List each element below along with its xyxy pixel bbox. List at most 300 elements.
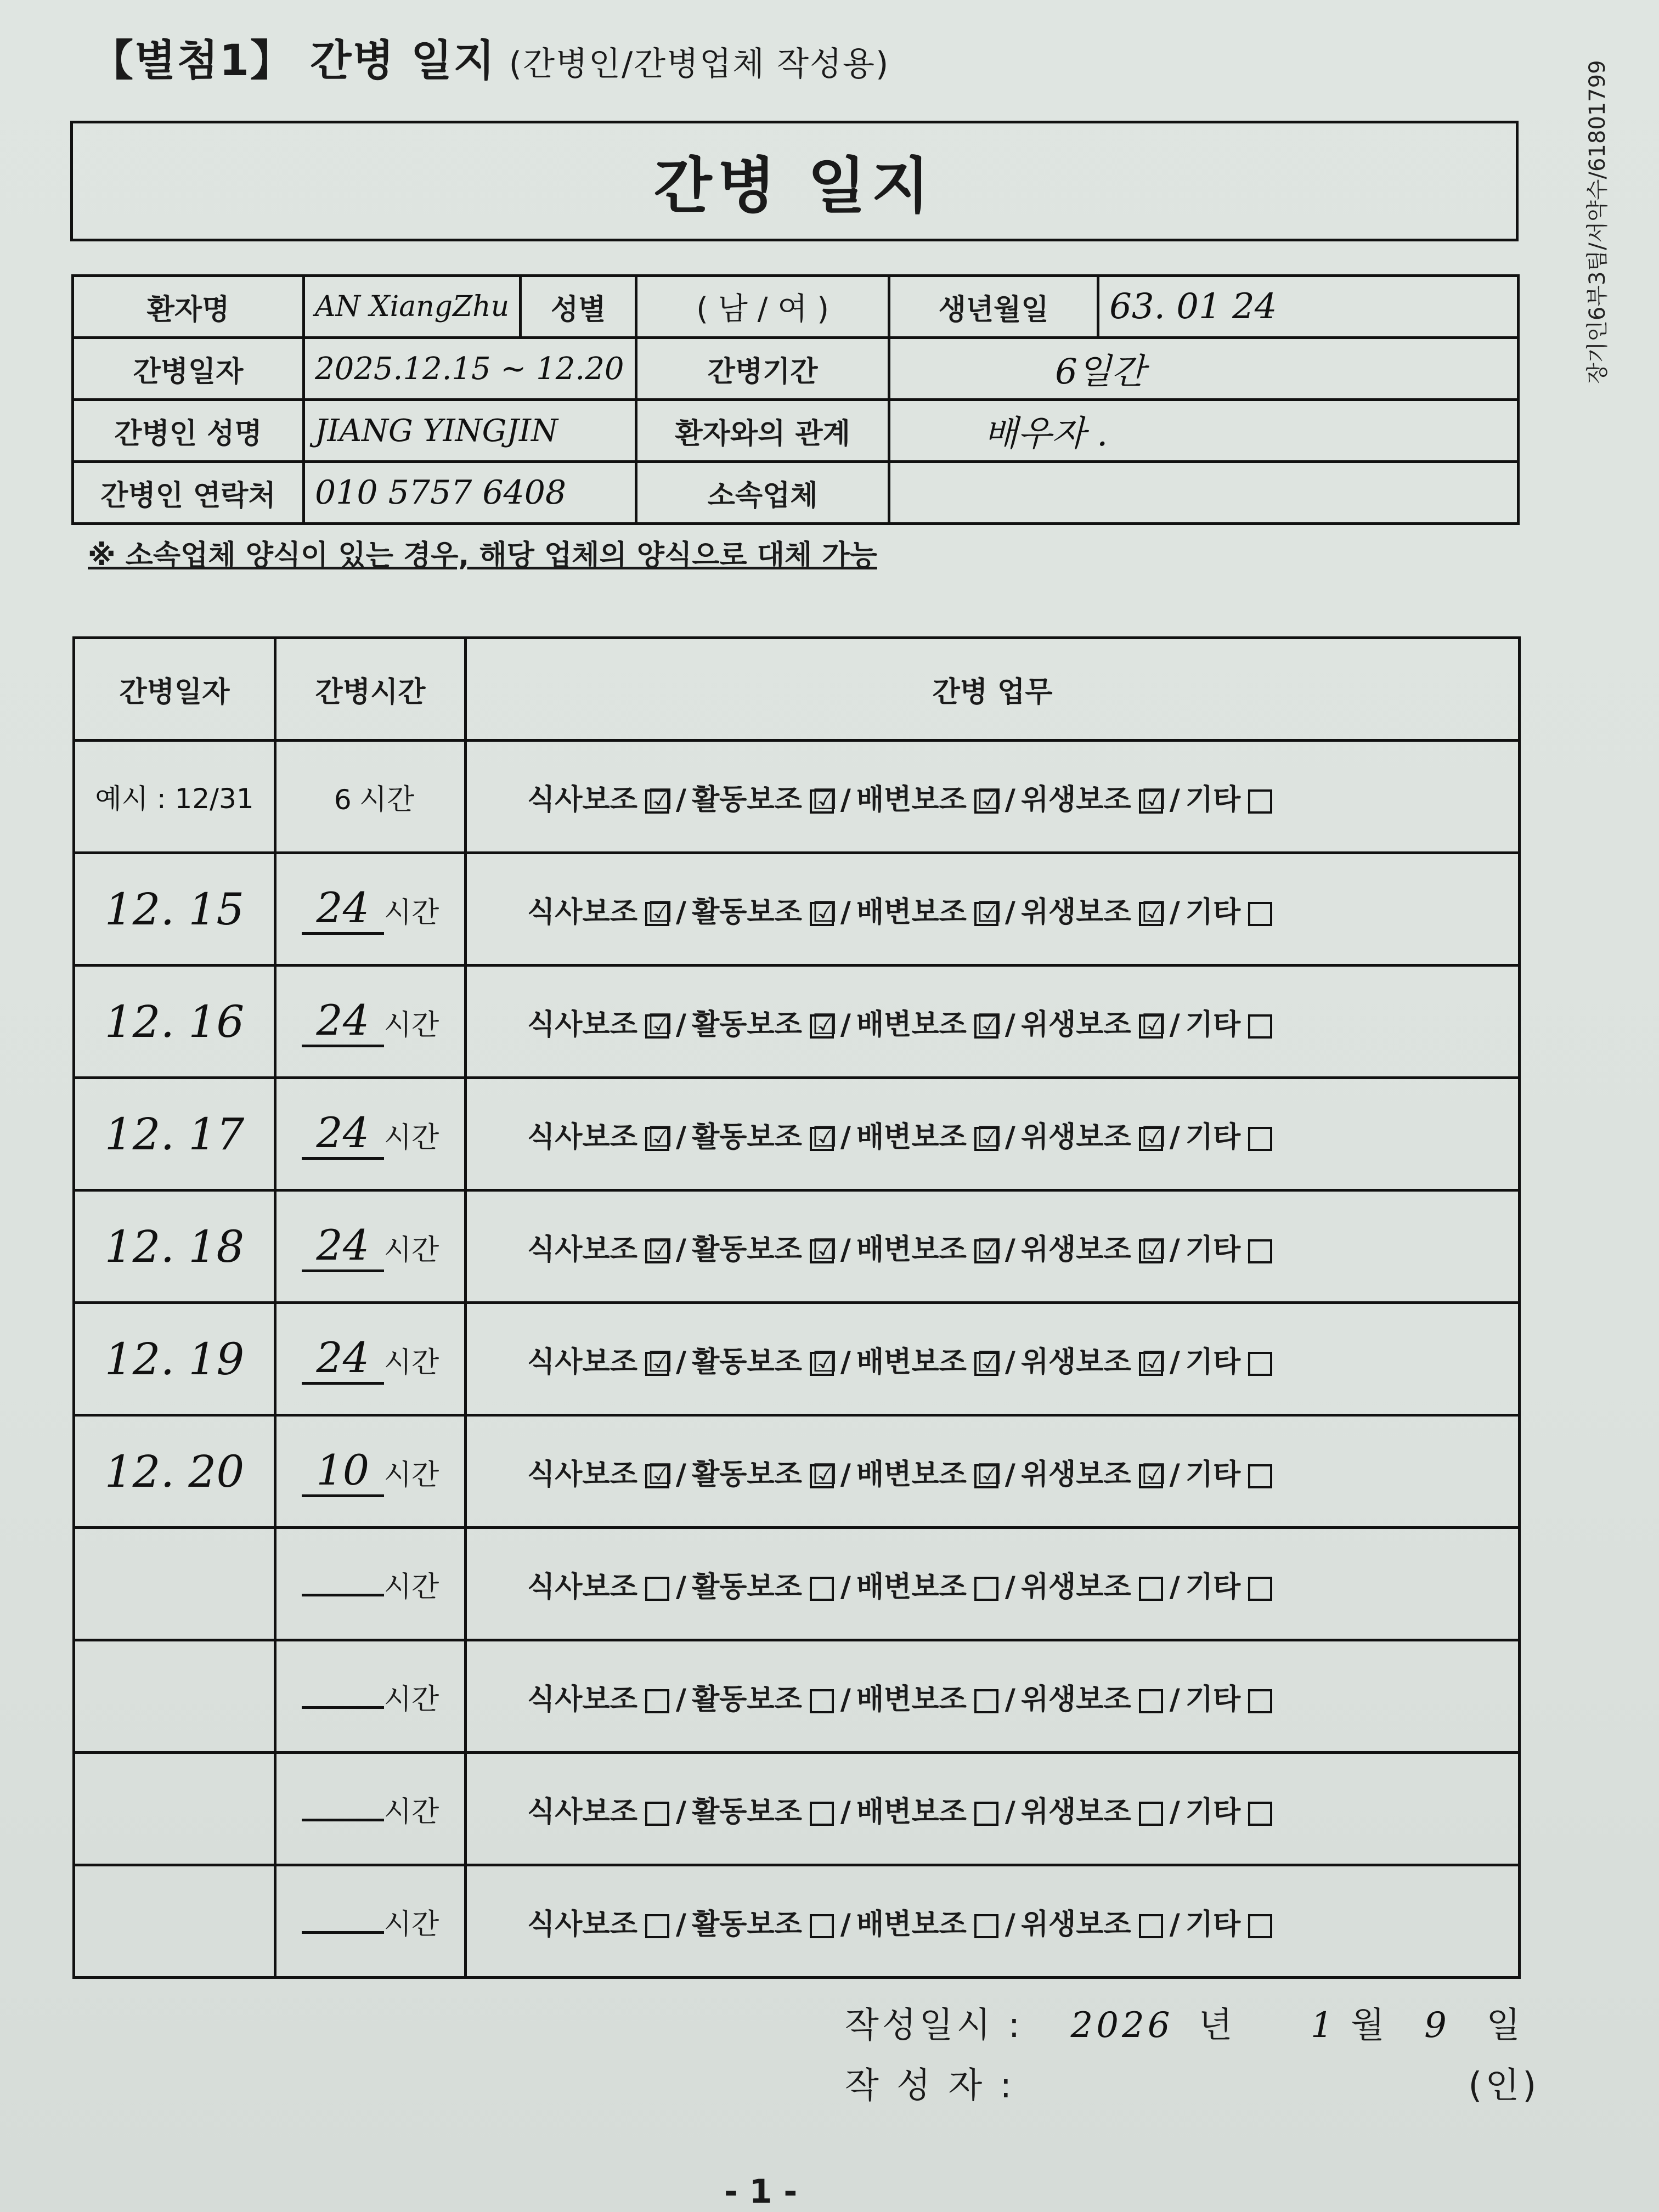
task-item: [856, 1788, 1021, 1830]
task-checkbox[interactable]: ☑: [974, 1464, 998, 1488]
task-label: 위생보조: [1020, 1570, 1131, 1604]
task-item: [1021, 1339, 1186, 1380]
hours-unit: 시간: [383, 896, 439, 929]
task-separator: /: [840, 1345, 851, 1379]
written-date-label: 작성일시 :: [845, 2005, 1024, 2046]
hours-field[interactable]: 24: [302, 1221, 384, 1272]
task-separator: /: [675, 1570, 686, 1604]
task-label: 식사보조: [527, 1683, 637, 1716]
log-row: [74, 1640, 1520, 1753]
task-separator: /: [1169, 1120, 1180, 1154]
task-separator: /: [675, 1683, 686, 1716]
task-item: [1021, 1226, 1186, 1267]
log-tasks-cell: [466, 741, 1520, 853]
task-checkbox[interactable]: [810, 1914, 834, 1938]
task-label: 기타: [1185, 1570, 1241, 1604]
log-date-cell[interactable]: 12. 17: [74, 1078, 275, 1190]
task-label: 배변보조: [856, 1233, 967, 1266]
serial-number: 장기인6부3팀/서약수/61801799: [1585, 60, 1610, 384]
hours-unit: 시간: [383, 1009, 439, 1042]
task-separator: /: [1169, 783, 1180, 816]
log-hours-cell: [275, 1190, 466, 1303]
hours-field[interactable]: 6: [334, 783, 352, 816]
relation-label: 환자와의 관계: [636, 400, 889, 462]
hours-field[interactable]: [302, 1706, 384, 1709]
task-checkbox[interactable]: ☑: [810, 1127, 834, 1151]
gender-text: ( 남 / 여 ): [696, 291, 830, 327]
task-separator: /: [1005, 1683, 1015, 1716]
task-item: [1186, 1114, 1279, 1155]
task-label: 식사보조: [527, 1008, 637, 1041]
task-item: [856, 1226, 1021, 1267]
writer-line: [845, 2057, 1539, 2108]
form-title: 간병 일지: [70, 121, 1519, 241]
birth-label: 생년월일: [889, 276, 1098, 338]
care-date-label: 간병일자: [73, 338, 304, 400]
caregiver-contact-label: 간병인 연락처: [73, 462, 304, 524]
task-checkbox[interactable]: ☑: [810, 1352, 834, 1376]
log-hours-cell: [275, 1640, 466, 1753]
task-checkbox[interactable]: ☑: [974, 1352, 998, 1376]
task-item: [1021, 889, 1186, 930]
log-date-cell[interactable]: 예시 : 12/31: [74, 741, 275, 853]
task-checkbox[interactable]: ☑: [1139, 902, 1163, 926]
task-checkbox[interactable]: ☑: [645, 789, 669, 814]
task-checkbox[interactable]: [1248, 902, 1272, 926]
task-label: 기타: [1185, 1008, 1241, 1041]
task-item: [527, 1788, 692, 1830]
log-date-cell[interactable]: [74, 1753, 275, 1865]
task-item: [527, 776, 692, 817]
log-hours-cell: [275, 966, 466, 1078]
gender-field[interactable]: [636, 276, 889, 338]
task-item: [1021, 1788, 1186, 1830]
task-separator: /: [1005, 1458, 1015, 1491]
task-item: [1021, 1001, 1186, 1042]
task-checkbox[interactable]: ☑: [1139, 1127, 1163, 1151]
task-separator: /: [1169, 1908, 1180, 1941]
task-item: [692, 1226, 856, 1267]
task-item: [527, 1451, 692, 1492]
hours-unit: 시간: [383, 1459, 439, 1492]
log-body: [74, 741, 1520, 1978]
task-separator: /: [1005, 1908, 1015, 1941]
task-item: [856, 1114, 1021, 1155]
task-item: [1186, 1001, 1279, 1042]
task-separator: /: [840, 1683, 851, 1716]
hours-field[interactable]: 24: [302, 1108, 384, 1160]
task-label: 위생보조: [1020, 1683, 1131, 1716]
task-label: 활동보조: [691, 783, 802, 816]
task-item: [692, 1901, 856, 1942]
task-item: [1186, 1226, 1279, 1267]
hours-field[interactable]: 24: [302, 1333, 384, 1385]
task-item: [692, 1564, 856, 1605]
written-date-line: [845, 1997, 1523, 2047]
task-label: 배변보조: [856, 895, 967, 929]
written-year[interactable]: 2026: [1070, 2005, 1173, 2046]
task-label: 식사보조: [527, 1908, 637, 1941]
task-item: [1186, 1451, 1279, 1492]
task-separator: /: [1005, 1345, 1015, 1379]
task-item: [856, 776, 1021, 817]
task-checkbox[interactable]: [1139, 1577, 1163, 1601]
log-header-row: [74, 638, 1520, 741]
log-date-cell[interactable]: [74, 1640, 275, 1753]
document-header: [91, 26, 889, 88]
task-label: 위생보조: [1020, 1233, 1131, 1266]
task-separator: /: [1005, 783, 1015, 816]
document-title: 【별첨1】 간병 일지: [91, 36, 496, 86]
task-label: 기타: [1185, 895, 1241, 929]
task-checkbox[interactable]: ☑: [645, 1464, 669, 1488]
hours-unit: 시간: [383, 1570, 439, 1604]
task-label: 활동보조: [691, 1570, 802, 1604]
task-label: 배변보조: [856, 1570, 967, 1604]
task-item: [527, 1114, 692, 1155]
task-separator: /: [840, 1458, 851, 1491]
task-item: [527, 1564, 692, 1605]
task-separator: /: [840, 895, 851, 929]
task-label: 배변보조: [856, 1683, 967, 1716]
task-separator: /: [840, 1120, 851, 1154]
log-row: [74, 1190, 1520, 1303]
log-date-cell[interactable]: 12. 20: [74, 1415, 275, 1528]
task-item: [1021, 1676, 1186, 1717]
task-separator: /: [675, 1458, 686, 1491]
task-checkbox[interactable]: [974, 1577, 998, 1601]
document-subtitle: (간병인/간병업체 작성용): [509, 45, 890, 83]
care-period-label: 간병기간: [636, 338, 889, 400]
task-label: 활동보조: [691, 1233, 802, 1266]
task-separator: /: [840, 783, 851, 816]
task-label: 위생보조: [1020, 1120, 1131, 1154]
task-checkbox[interactable]: [1248, 1464, 1272, 1488]
task-separator: /: [840, 1908, 851, 1941]
log-row: [74, 1303, 1520, 1415]
hours-field[interactable]: [302, 1594, 384, 1596]
task-item: [856, 1901, 1021, 1942]
task-separator: /: [1169, 1458, 1180, 1491]
hours-unit: 시간: [383, 1121, 439, 1154]
task-separator: /: [1005, 1120, 1015, 1154]
company-field[interactable]: [889, 462, 1519, 524]
task-item: [527, 1001, 692, 1042]
task-label: 기타: [1185, 1908, 1241, 1941]
task-separator: /: [675, 1008, 686, 1041]
task-item: [1021, 1451, 1186, 1492]
task-item: [527, 1226, 692, 1267]
hours-field[interactable]: 10: [302, 1446, 384, 1497]
task-checkbox[interactable]: [1248, 1914, 1272, 1938]
log-tasks-cell: [466, 1640, 1520, 1753]
task-separator: /: [1005, 1795, 1015, 1829]
task-checkbox[interactable]: [810, 1802, 834, 1826]
task-checkbox[interactable]: [974, 1689, 998, 1713]
written-day[interactable]: 9: [1424, 2005, 1450, 2046]
task-item: [1021, 776, 1186, 817]
caregiver-contact-field[interactable]: 010 5757 6408: [304, 462, 636, 524]
task-item: [692, 1339, 856, 1380]
task-label: 활동보조: [691, 1345, 802, 1379]
hours-field[interactable]: [302, 1931, 384, 1934]
task-checkbox[interactable]: ☑: [974, 1239, 998, 1263]
task-label: 식사보조: [527, 1233, 637, 1266]
task-label: 활동보조: [691, 895, 802, 929]
task-item: [1186, 889, 1279, 930]
task-item: [527, 1901, 692, 1942]
task-item: [1021, 1901, 1186, 1942]
hours-unit: 시간: [359, 783, 415, 816]
task-checkbox[interactable]: [645, 1914, 669, 1938]
log-row: [74, 1078, 1520, 1190]
task-checkbox[interactable]: [810, 1689, 834, 1713]
caregiver-name-field[interactable]: JIANG YINGJIN: [304, 400, 636, 462]
task-item: [1021, 1114, 1186, 1155]
task-label: 배변보조: [856, 1120, 967, 1154]
day-unit: 일: [1486, 2005, 1524, 2046]
task-checkbox[interactable]: [1248, 1577, 1272, 1601]
hours-unit: 시간: [383, 1683, 439, 1716]
log-row: [74, 1528, 1520, 1640]
birth-field[interactable]: 63. 01 24: [1098, 276, 1519, 338]
task-separator: /: [1005, 895, 1015, 929]
log-tasks-cell: [466, 1303, 1520, 1415]
task-checkbox[interactable]: ☑: [974, 1127, 998, 1151]
task-separator: /: [840, 1233, 851, 1266]
hours-unit: 시간: [383, 1346, 439, 1379]
task-label: 기타: [1185, 1120, 1241, 1154]
task-label: 식사보조: [527, 783, 637, 816]
task-item: [856, 889, 1021, 930]
task-checkbox[interactable]: ☑: [1139, 1352, 1163, 1376]
task-separator: /: [1005, 1008, 1015, 1041]
task-label: 배변보조: [856, 1008, 967, 1041]
task-item: [1186, 1901, 1279, 1942]
task-checkbox[interactable]: ☑: [810, 789, 834, 814]
task-separator: /: [675, 1908, 686, 1941]
task-label: 배변보조: [856, 1345, 967, 1379]
page-number: - 1 -: [724, 2172, 798, 2211]
gender-label: 성별: [521, 276, 636, 338]
task-label: 위생보조: [1020, 783, 1131, 816]
task-separator: /: [675, 1120, 686, 1154]
task-label: 기타: [1185, 783, 1241, 816]
task-label: 활동보조: [691, 1795, 802, 1829]
task-item: [1186, 1339, 1279, 1380]
company-label: 소속업체: [636, 462, 889, 524]
task-checkbox[interactable]: [1248, 1352, 1272, 1376]
task-checkbox[interactable]: ☑: [645, 1239, 669, 1263]
task-label: 식사보조: [527, 1345, 637, 1379]
log-hours-cell: [275, 1753, 466, 1865]
task-checkbox[interactable]: [645, 1802, 669, 1826]
task-checkbox[interactable]: [974, 1914, 998, 1938]
patient-info-table: [71, 274, 1520, 525]
task-checkbox[interactable]: ☑: [645, 902, 669, 926]
task-checkbox[interactable]: ☑: [645, 1127, 669, 1151]
task-checkbox[interactable]: ☑: [645, 1014, 669, 1039]
task-label: 식사보조: [527, 1120, 637, 1154]
task-item: [527, 1339, 692, 1380]
task-label: 활동보조: [691, 1120, 802, 1154]
log-hours-cell: [275, 853, 466, 966]
log-header-tasks: 간병 업무: [466, 638, 1520, 741]
hours-field[interactable]: 24: [302, 883, 384, 935]
task-item: [692, 776, 856, 817]
task-checkbox[interactable]: ☑: [810, 902, 834, 926]
task-checkbox[interactable]: ☑: [974, 902, 998, 926]
task-item: [692, 1001, 856, 1042]
task-checkbox[interactable]: ☑: [810, 1014, 834, 1039]
task-checkbox[interactable]: [1139, 1914, 1163, 1938]
log-tasks-cell: [466, 1078, 1520, 1190]
task-separator: /: [675, 1233, 686, 1266]
task-item: [527, 889, 692, 930]
log-date-cell[interactable]: 12. 19: [74, 1303, 275, 1415]
task-label: 배변보조: [856, 1795, 967, 1829]
log-date-cell[interactable]: [74, 1865, 275, 1978]
task-checkbox[interactable]: ☑: [1139, 789, 1163, 814]
task-item: [692, 1114, 856, 1155]
task-item: [692, 1788, 856, 1830]
task-checkbox[interactable]: [1139, 1689, 1163, 1713]
task-separator: /: [675, 895, 686, 929]
patient-name-field[interactable]: AN XiangZhu: [304, 276, 521, 338]
task-separator: /: [840, 1008, 851, 1041]
task-checkbox[interactable]: ☑: [974, 1014, 998, 1039]
log-tasks-cell: [466, 1415, 1520, 1528]
task-separator: /: [675, 1795, 686, 1829]
relation-field[interactable]: 배우자 .: [889, 400, 1519, 462]
written-month[interactable]: 1: [1310, 2005, 1336, 2046]
task-separator: /: [1169, 1795, 1180, 1829]
log-date-cell[interactable]: 12. 16: [74, 966, 275, 1078]
task-label: 기타: [1185, 1683, 1241, 1716]
caregiver-name-label: 간병인 성명: [73, 400, 304, 462]
log-date-cell[interactable]: 12. 18: [74, 1190, 275, 1303]
task-label: 기타: [1185, 1795, 1241, 1829]
task-label: 위생보조: [1020, 1458, 1131, 1491]
task-separator: /: [1005, 1233, 1015, 1266]
log-row: [74, 1865, 1520, 1978]
log-hours-cell: [275, 1865, 466, 1978]
task-item: [1186, 1788, 1279, 1830]
task-checkbox[interactable]: [1248, 1689, 1272, 1713]
task-item: [856, 1564, 1021, 1605]
task-separator: /: [1005, 1570, 1015, 1604]
log-tasks-cell: [466, 1753, 1520, 1865]
task-separator: /: [1169, 1570, 1180, 1604]
task-label: 기타: [1185, 1233, 1241, 1266]
task-label: 활동보조: [691, 1908, 802, 1941]
task-label: 위생보조: [1020, 1008, 1131, 1041]
task-item: [692, 1451, 856, 1492]
task-checkbox[interactable]: ☑: [1139, 1464, 1163, 1488]
task-checkbox[interactable]: [1248, 789, 1272, 814]
log-tasks-cell: [466, 853, 1520, 966]
task-checkbox[interactable]: [1248, 1239, 1272, 1263]
hours-field[interactable]: [302, 1819, 384, 1821]
task-checkbox[interactable]: [974, 1802, 998, 1826]
task-label: 활동보조: [691, 1008, 802, 1041]
log-row: [74, 1753, 1520, 1865]
log-tasks-cell: [466, 1528, 1520, 1640]
task-checkbox[interactable]: ☑: [974, 789, 998, 814]
task-separator: /: [840, 1570, 851, 1604]
task-item: [856, 1676, 1021, 1717]
task-checkbox[interactable]: [645, 1577, 669, 1601]
task-checkbox[interactable]: [645, 1689, 669, 1713]
task-label: 식사보조: [527, 1458, 637, 1491]
log-example-row: [74, 741, 1520, 853]
task-item: [1186, 1564, 1279, 1605]
task-label: 식사보조: [527, 895, 637, 929]
hours-unit: 시간: [383, 1795, 439, 1829]
task-label: 식사보조: [527, 1795, 637, 1829]
task-separator: /: [1169, 1345, 1180, 1379]
log-hours-cell: [275, 741, 466, 853]
task-item: [1186, 1676, 1279, 1717]
care-log-table: [72, 636, 1521, 1979]
log-date-cell[interactable]: [74, 1528, 275, 1640]
task-separator: /: [1169, 1008, 1180, 1041]
task-item: [692, 889, 856, 930]
task-checkbox[interactable]: [1139, 1802, 1163, 1826]
care-period-field[interactable]: 6일간: [889, 338, 1519, 400]
task-item: [527, 1676, 692, 1717]
log-row: [74, 853, 1520, 966]
log-hours-cell: [275, 1528, 466, 1640]
task-label: 위생보조: [1020, 1795, 1131, 1829]
log-tasks-cell: [466, 966, 1520, 1078]
task-checkbox[interactable]: [1248, 1014, 1272, 1039]
task-item: [856, 1001, 1021, 1042]
task-separator: /: [840, 1795, 851, 1829]
task-checkbox[interactable]: ☑: [810, 1464, 834, 1488]
task-label: 배변보조: [856, 1458, 967, 1491]
log-row: [74, 1415, 1520, 1528]
hours-field[interactable]: 24: [302, 996, 384, 1047]
log-date-cell[interactable]: 12. 15: [74, 853, 275, 966]
task-item: [692, 1676, 856, 1717]
patient-name-label: 환자명: [73, 276, 304, 338]
task-checkbox[interactable]: [810, 1577, 834, 1601]
task-separator: /: [675, 1345, 686, 1379]
task-label: 배변보조: [856, 783, 967, 816]
task-checkbox[interactable]: [1248, 1802, 1272, 1826]
task-label: 위생보조: [1020, 1345, 1131, 1379]
task-checkbox[interactable]: ☑: [1139, 1014, 1163, 1039]
task-separator: /: [1169, 895, 1180, 929]
task-item: [856, 1339, 1021, 1380]
hours-unit: 시간: [383, 1234, 439, 1267]
task-label: 활동보조: [691, 1683, 802, 1716]
task-item: [1186, 776, 1279, 817]
log-tasks-cell: [466, 1190, 1520, 1303]
task-checkbox[interactable]: [1248, 1127, 1272, 1151]
task-label: 기타: [1185, 1345, 1241, 1379]
task-checkbox[interactable]: ☑: [810, 1239, 834, 1263]
task-label: 배변보조: [856, 1908, 967, 1941]
task-checkbox[interactable]: ☑: [645, 1352, 669, 1376]
form-note: ※ 소속업체 양식이 있는 경우, 해당 업체의 양식으로 대체 가능: [88, 539, 877, 572]
task-checkbox[interactable]: ☑: [1139, 1239, 1163, 1263]
care-date-field[interactable]: 2025.12.15 ~ 12.20: [304, 338, 636, 400]
task-item: [1021, 1564, 1186, 1605]
task-separator: /: [1169, 1683, 1180, 1716]
task-label: 식사보조: [527, 1570, 637, 1604]
